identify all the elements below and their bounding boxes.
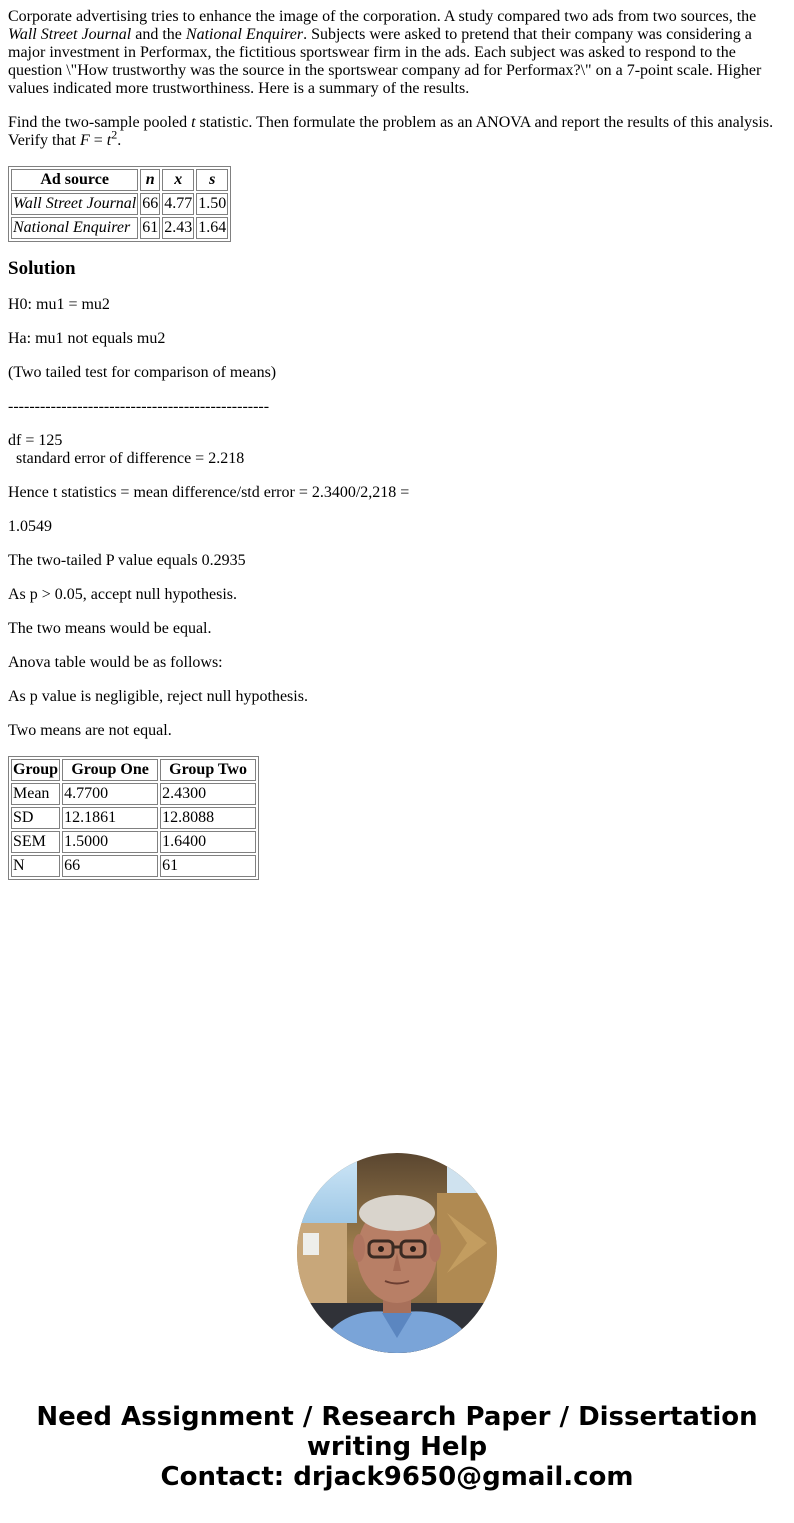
question-text: and the	[131, 26, 186, 43]
anova-intro: Anova table would be as follows:	[8, 654, 223, 671]
test-type: (Two tailed test for comparison of means)	[8, 364, 277, 381]
means-equal: The two means would be equal.	[8, 620, 212, 637]
exponent: 2	[111, 127, 118, 142]
header-s	[196, 169, 228, 191]
cell-x: 4.77	[162, 193, 194, 215]
header-group-one: Group One	[62, 759, 158, 781]
source-ne: National Enquirer	[185, 26, 304, 43]
footer-line-2: writing Help	[306, 1432, 488, 1462]
table-header-row	[11, 759, 256, 781]
t-statistic-line: Hence t statistics = mean difference/std error = 2.3400/2,218 =	[8, 484, 410, 501]
t-symbol: t	[191, 114, 196, 131]
row-label: SEM	[11, 831, 60, 853]
anova-table	[8, 756, 259, 880]
question-paragraph-2	[8, 114, 786, 150]
solution-heading: Solution	[8, 258, 76, 279]
question-text: Find the two-sample pooled	[8, 114, 192, 131]
df-block	[8, 432, 786, 468]
t-symbol: t	[106, 132, 112, 149]
header-ad-source: Ad source	[11, 169, 138, 191]
cell-source	[11, 217, 138, 239]
table-row	[11, 831, 256, 853]
cell-s: 1.50	[196, 193, 228, 215]
header-x	[162, 169, 194, 191]
f-symbol: F	[79, 132, 90, 149]
header-group: Group	[11, 759, 60, 781]
divider-line: -------------------------------------------------	[8, 398, 270, 415]
t-statistic-value: 1.0549	[8, 518, 52, 535]
footer-line-1: Need Assignment / Research Paper / Dissertation	[36, 1402, 758, 1432]
cell-group-two: 1.6400	[160, 831, 256, 853]
cell-group-two: 61	[160, 855, 256, 877]
means-not-equal: Two means are not equal.	[8, 722, 172, 739]
document-body	[8, 8, 786, 896]
table-row	[11, 783, 256, 805]
reject-conclusion: As p value is negligible, reject null hypothesis.	[8, 688, 308, 705]
cell-source	[11, 193, 138, 215]
header-s-label: s	[209, 171, 216, 188]
cell-s: 1.64	[196, 217, 228, 239]
accept-conclusion: As p > 0.05, accept null hypothesis.	[8, 586, 237, 603]
header-n-label: n	[145, 171, 155, 188]
table-row	[11, 807, 256, 829]
cell-group-two: 12.8088	[160, 807, 256, 829]
source-wsj: Wall Street Journal	[8, 26, 132, 43]
row-label: Mean	[11, 783, 60, 805]
standard-error: standard error of difference = 2.218	[16, 450, 245, 467]
cell-group-two: 2.4300	[160, 783, 256, 805]
degrees-of-freedom: df = 125	[8, 432, 63, 449]
cell-x: 2.43	[162, 217, 194, 239]
row-label: SD	[11, 807, 60, 829]
table-row	[11, 217, 228, 239]
period: .	[117, 132, 122, 149]
question-text: . Subjects were asked to pretend that their company was considering a major investment in Performax, the fictitious sportswear firm in the ads. Each subject was asked to respond to the question \"How trustworthy was the source in the sportswear company ad for Performax?\" on a 7-point scale. Higher values indicated more trustworthiness. Here is a summary of the results.	[8, 26, 762, 97]
row-label: N	[11, 855, 60, 877]
footer-banner	[0, 1402, 794, 1492]
header-n	[140, 169, 160, 191]
cell-group-one: 12.1861	[62, 807, 158, 829]
table-header-row	[11, 169, 228, 191]
question-text: statistic. Then formulate the problem as an ANOVA and report the results of this analysis. Verify that	[8, 114, 774, 149]
author-avatar	[297, 1153, 497, 1353]
cell-group-one: 1.5000	[62, 831, 158, 853]
p-value: The two-tailed P value equals 0.2935	[8, 552, 246, 569]
author-portrait-image	[297, 1153, 497, 1353]
footer-contact: Contact: drjack9650@gmail.com	[160, 1462, 634, 1492]
table-row	[11, 193, 228, 215]
null-hypothesis: H0: mu1 = mu2	[8, 296, 110, 313]
cell-group-one: 66	[62, 855, 158, 877]
equals-sign: =	[89, 132, 107, 149]
cell-n: 61	[140, 217, 160, 239]
summary-table	[8, 166, 231, 242]
source-name: Wall Street Journal	[13, 195, 137, 212]
question-text: Corporate advertising tries to enhance the image of the corporation. A study compared two ads from two sources, the	[8, 8, 757, 25]
table-row	[11, 855, 256, 877]
header-x-label: x	[174, 171, 183, 188]
alt-hypothesis: Ha: mu1 not equals mu2	[8, 330, 166, 347]
question-paragraph-1	[8, 8, 786, 98]
cell-n: 66	[140, 193, 160, 215]
source-name: National Enquirer	[13, 219, 131, 236]
header-group-two: Group Two	[160, 759, 256, 781]
cell-group-one: 4.7700	[62, 783, 158, 805]
